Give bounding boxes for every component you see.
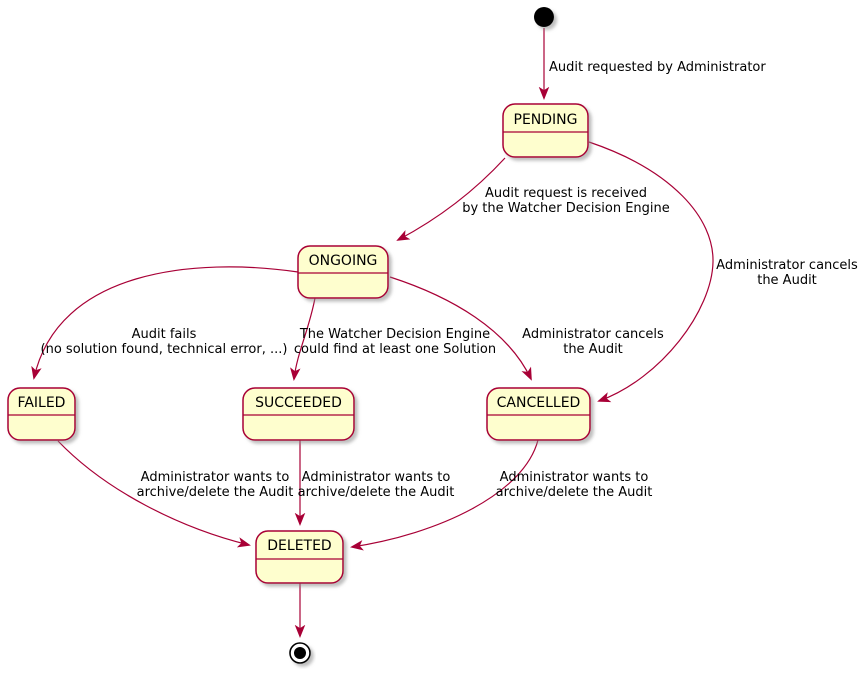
svg-text:the Audit: the Audit: [757, 273, 817, 288]
state-cancelled: [487, 388, 590, 440]
state-pending-label: PENDING: [513, 112, 578, 128]
svg-text:Audit request is received: Audit request is received: [484, 186, 648, 201]
svg-text:archive/delete the Audit: archive/delete the Audit: [136, 485, 294, 500]
state-succeeded: [243, 388, 354, 440]
state-pending: [503, 104, 588, 157]
state-ongoing-label: ONGOING: [308, 253, 378, 269]
state-failed-label: FAILED: [17, 395, 66, 411]
state-deleted-label: DELETED: [267, 538, 332, 554]
svg-text:(no solution found, technical: (no solution found, technical error, ...): [40, 342, 288, 357]
final-state-inner-dot: [294, 647, 306, 659]
svg-text:archive/delete the Audit: archive/delete the Audit: [495, 485, 653, 500]
state-failed: [8, 388, 75, 440]
svg-text:Administrator wants to: Administrator wants to: [140, 470, 290, 485]
state-deleted: [256, 531, 343, 583]
label-failed-to-deleted: [137, 470, 294, 500]
state-cancelled-label: CANCELLED: [496, 395, 581, 411]
svg-text:Administrator wants to: Administrator wants to: [499, 470, 649, 485]
svg-text:the Audit: the Audit: [563, 342, 623, 357]
initial-state-node: [534, 7, 554, 27]
label-pending-to-ongoing: [462, 186, 670, 216]
svg-text:archive/delete the Audit: archive/delete the Audit: [297, 485, 455, 500]
svg-text:Administrator cancels: Administrator cancels: [522, 327, 664, 342]
label-ongoing-to-succeeded: [294, 327, 496, 357]
svg-text:Administrator wants to: Administrator wants to: [301, 470, 451, 485]
label-cancelled-to-deleted: [496, 470, 653, 500]
state-succeeded-label: SUCCEEDED: [255, 395, 342, 411]
final-state-node: [290, 643, 310, 663]
state-ongoing: [298, 246, 388, 298]
svg-text:could find at least one Soluti: could find at least one Solution: [293, 342, 497, 357]
svg-text:Audit fails: Audit fails: [131, 327, 197, 342]
svg-text:The Watcher Decision Engine: The Watcher Decision Engine: [299, 327, 491, 342]
label-initial-to-pending: Audit requested by Administrator: [549, 60, 766, 75]
svg-text:Administrator cancels: Administrator cancels: [716, 258, 858, 273]
label-succeeded-to-deleted: [298, 470, 455, 500]
svg-text:by the Watcher Decision Engine: by the Watcher Decision Engine: [462, 201, 670, 216]
